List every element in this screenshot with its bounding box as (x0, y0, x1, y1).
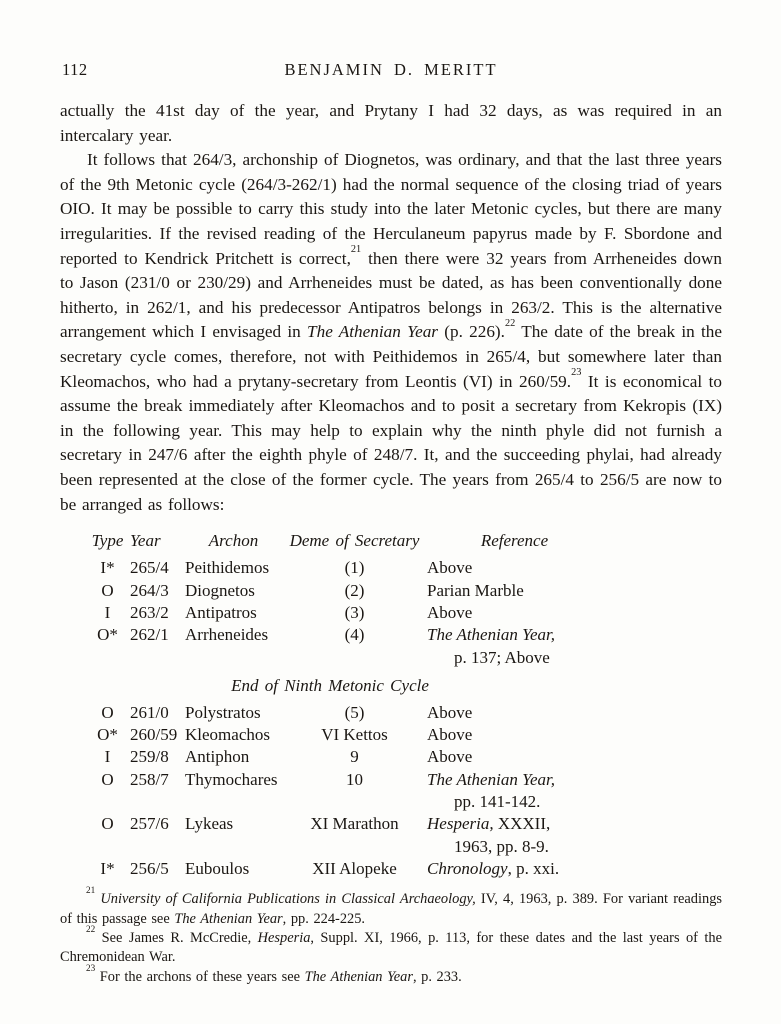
table-section-divider: End of Ninth Metonic Cycle (231, 675, 429, 695)
cell-year: 264/3 (130, 580, 169, 600)
cell-deme: (1) (344, 558, 365, 578)
cell-type: O (101, 702, 114, 722)
table-row (60, 557, 722, 579)
cell-deme: VI Kettos (321, 725, 388, 745)
cell-archon: Lykeas (185, 814, 234, 834)
table-row (60, 624, 722, 669)
cell-year: 257/6 (130, 814, 169, 834)
column-header-reference: Reference (480, 531, 549, 551)
cell-deme: (2) (344, 580, 365, 600)
column-header-archon: Archon (208, 531, 259, 551)
table-row (60, 702, 722, 724)
cell-year: 256/5 (130, 858, 169, 878)
cell-year: 258/7 (130, 769, 169, 789)
running-header (60, 60, 722, 82)
cell-archon: Arrheneides (185, 625, 269, 645)
cell-year: 262/1 (130, 625, 169, 645)
cell-archon: Kleomachos (185, 725, 270, 745)
cell-archon: Antipatros (185, 602, 257, 622)
table-row (60, 602, 722, 624)
footnote-22: $^{22}$ See James R. McCredie, Hesperia, Suppl. XI, 1966, p. 113, for these dates and the last years of the Chremonidean War. (60, 924, 722, 966)
cell-archon: Thymochares (185, 769, 278, 789)
cell-year: 259/8 (130, 747, 169, 767)
cell-type: I* (100, 858, 115, 878)
cell-deme: (3) (344, 602, 365, 622)
cell-reference: The Athenian Year, p. 137; Above (427, 625, 555, 667)
table-row (60, 724, 722, 746)
cell-archon: Polystratos (185, 702, 261, 722)
paragraph: It follows that 264/3, archonship of Diognetos, was ordinary, and that the last three years of the 9th Metonic cycle (264/3-262/1) had the normal sequence of the closing triad of years OIO. It may be possible to carry this study into the later Metonic cycles, but there are many irregularities. If the revised reading of the Herculaneum papyrus made by F. Sbordone and reported to Kendrick Pritchett is correct,$^{21}$ then there were 32 years from Arrheneides down to Jason (231/0 or 230/29) and Arrheneides must be dated, as has been conventionally done hitherto, in 262/1, and his predecessor Antipatros belongs in 263/2. This is the alternative arrangement which I envisaged in The Athenian Year (p. 226).$^{22}$ The date of the break in the secretary cycle comes, therefore, not with Peithidemos in 265/4, but somewhere later than Kleomachos, who had a prytany-secretary from Leontis (VI) in 260/59.23 It is economical to assume the break immediately after Kleomachos and to posit a secretary from Kekropis (IX) in the following year. This may help to explain why the ninth phyle did not furnish a secretary in 247/6 after the eighth phyle of 248/7. It, and the succeeding phylai, had already been represented at the close of the former cycle. The years from 265/4 to 256/5 are now to be arranged as follows: (60, 150, 723, 514)
column-header-deme: Deme of Secretary (289, 531, 420, 551)
column-header-year: Year (130, 531, 161, 551)
cell-reference: Chronology, p. xxi. (427, 858, 560, 878)
cell-reference: Above (427, 702, 473, 722)
paragraph: actually the 41st day of the year, and Prytany I had 32 days, as was required in an intercalary year. (60, 101, 722, 145)
cell-year: 265/4 (130, 558, 169, 578)
table-row (60, 746, 722, 768)
table-section-1 (60, 557, 722, 668)
cell-deme: 10 (346, 769, 363, 789)
cell-year: 263/2 (130, 602, 169, 622)
table-row (60, 858, 722, 880)
cell-reference: Above (427, 747, 473, 767)
cell-type: I (104, 602, 111, 622)
cell-archon: Diognetos (185, 580, 255, 600)
cell-deme: XI Marathon (310, 814, 399, 834)
table-section-2 (60, 702, 722, 880)
cell-type: O* (97, 625, 118, 645)
cell-year: 260/59 (130, 725, 178, 745)
cell-reference: Above (427, 725, 473, 745)
footnote-21: $^{21}$ University of California Publications in Classical Archaeology, IV, 4, 1963, p. 389. For variant readings of this passage see The Athenian Year, pp. 224-225. (60, 885, 722, 927)
cell-type: I* (100, 558, 115, 578)
cell-reference: Above (427, 558, 473, 578)
body-text (60, 99, 722, 517)
table-row (60, 580, 722, 602)
cell-type: O (101, 814, 114, 834)
cell-archon: Peithidemos (185, 558, 270, 578)
column-header-type: Type (91, 531, 124, 551)
cell-reference: Hesperia, XXXII, 1963, pp. 8-9. (427, 814, 551, 856)
chronology-table (60, 530, 722, 880)
cell-archon: Antiphon (185, 747, 250, 767)
cell-type: O* (97, 725, 118, 745)
table-row (60, 769, 722, 814)
cell-deme: (4) (344, 625, 365, 645)
cell-type: O (101, 580, 114, 600)
cell-type: O (101, 769, 114, 789)
footnotes (60, 885, 722, 987)
page-number: 112 (62, 60, 88, 79)
cell-year: 261/0 (130, 702, 169, 722)
cell-type: I (104, 747, 111, 767)
cell-deme: XII Alopeke (312, 858, 397, 878)
cell-archon: Euboulos (185, 858, 250, 878)
cell-reference: The Athenian Year, pp. 141-142. (427, 769, 555, 812)
cell-deme: 9 (350, 747, 359, 767)
footnote-23: $^{23}$ For the archons of these years see The Athenian Year, p. 233. (86, 962, 462, 985)
page-content (60, 60, 722, 987)
cell-reference: Parian Marble (427, 580, 524, 600)
cell-reference: Above (427, 602, 473, 622)
table-row (60, 813, 722, 858)
table-header-row (60, 530, 722, 552)
cell-deme: (5) (344, 702, 365, 722)
running-head-title: BENJAMIN D. MERITT (284, 60, 498, 79)
